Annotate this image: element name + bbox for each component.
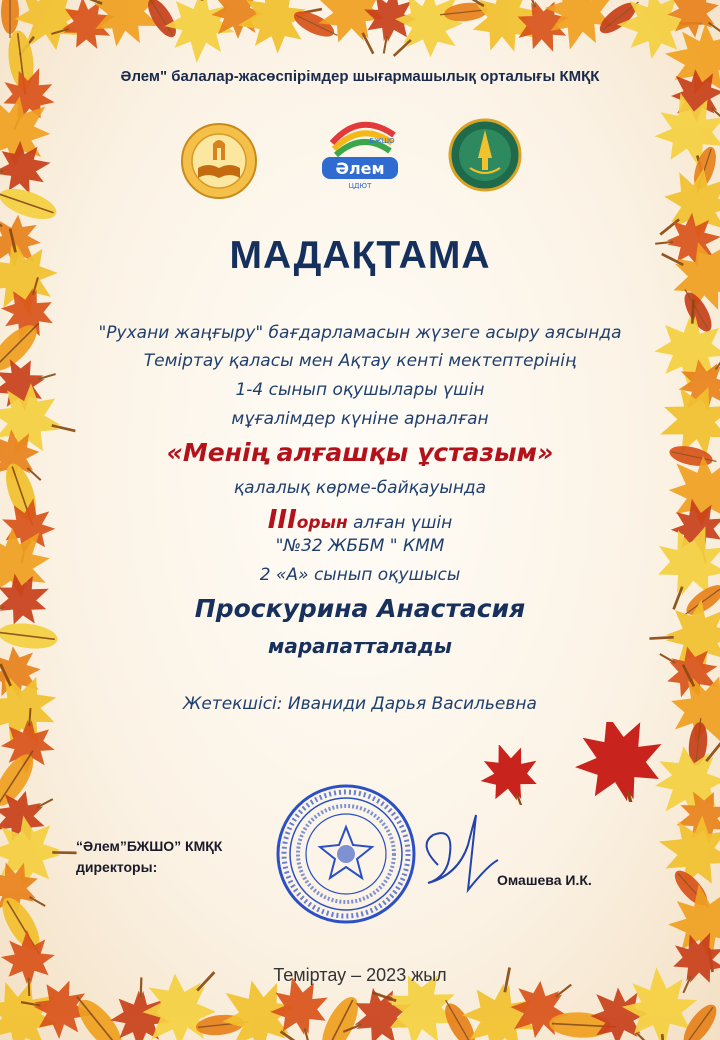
director-role: директоры: xyxy=(76,859,158,875)
award-verb: марапатталады xyxy=(267,634,453,658)
certificate-title: МАДАҚТАМА xyxy=(229,234,491,277)
alem-logo-bottom-text: ЦДЮТ xyxy=(348,182,372,190)
alem-logo-top-text: БЖШО xyxy=(369,137,395,145)
student-class: 2 «А» сынып оқушысы xyxy=(259,565,461,585)
alem-logo-text: Әлем xyxy=(335,159,385,178)
schools-line: Теміртау қаласы мен Ақтау кенті мектептерінің xyxy=(143,351,577,371)
border-leaf xyxy=(0,181,60,225)
director-label xyxy=(76,836,222,878)
place-number: III xyxy=(267,505,297,535)
book-emblem-icon xyxy=(180,122,258,200)
organization-header: Әлем" балалар-жасөспірімдер шығармашылық орталығы КМҚК xyxy=(120,68,600,85)
signer-name: Омашева И.К. xyxy=(497,872,592,888)
red-maple-leaf-large xyxy=(560,722,680,802)
official-stamp xyxy=(275,783,417,925)
program-line: "Рухани жаңғыру" бағдарламасын жүзеге асыру аясында xyxy=(98,323,622,343)
contest-name: «Менің алғашқы ұстазым» xyxy=(166,438,554,467)
occasion-line: мұғалімдер күніне арналған xyxy=(231,409,489,429)
alem-logo-icon xyxy=(312,113,408,209)
student-name: Проскурина Анастасия xyxy=(194,594,526,623)
place-word: орын xyxy=(296,513,348,533)
contest-type-line: қалалық көрме-байқауында xyxy=(233,478,487,498)
school-name: "№32 ЖББМ " КММ xyxy=(275,536,445,556)
director-signature xyxy=(398,805,508,905)
city-year: Теміртау – 2023 жыл xyxy=(273,965,447,985)
red-maple-leaf-small xyxy=(470,745,550,805)
place-line xyxy=(0,505,720,535)
director-org: “Әлем”БЖШО” КМҚК xyxy=(76,838,223,854)
grades-line: 1-4 сынып оқушылары үшін xyxy=(235,380,485,400)
zhas-ulan-emblem-icon xyxy=(448,118,522,192)
place-rest: алған үшін xyxy=(347,513,453,533)
teacher-line: Жетекшісі: Иваниди Дарья Васильевна xyxy=(183,694,537,714)
